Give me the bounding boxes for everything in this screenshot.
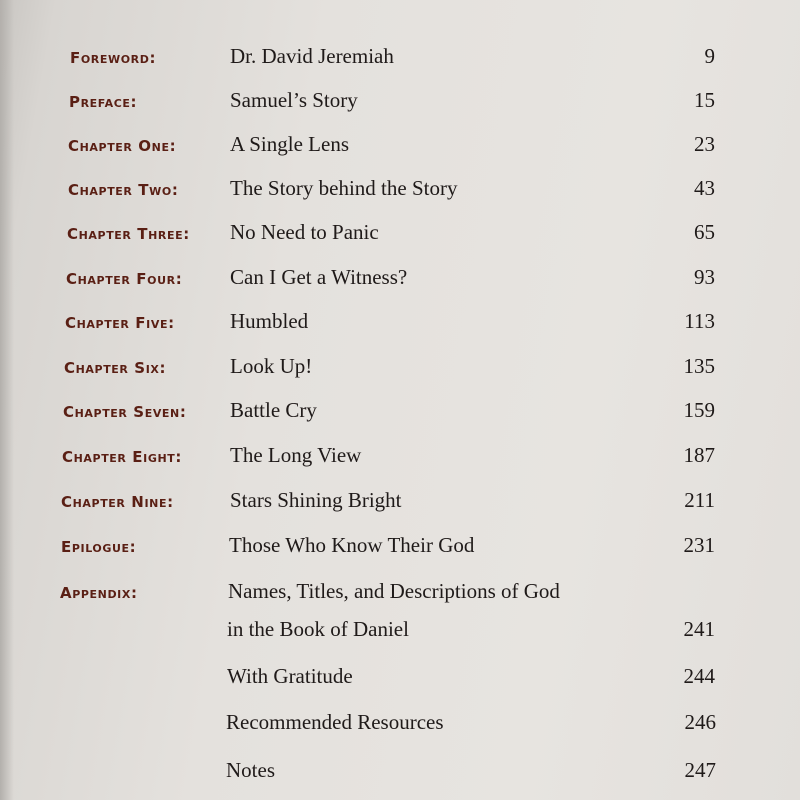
toc-entry-page: 9	[704, 44, 715, 68]
toc-entry-title: The Story behind the Story	[230, 176, 458, 200]
toc-entry-epilogue	[0, 529, 800, 569]
toc-entry-page: 113	[684, 309, 715, 333]
toc-entry-page: 159	[683, 398, 715, 422]
toc-entry-chapter-eight	[0, 439, 800, 479]
toc-entry-chapter-nine	[0, 484, 800, 524]
toc-entry-label: Chapter Eight:	[62, 448, 182, 466]
toc-entry-recommended-resources	[0, 706, 800, 746]
toc-entry-title: Names, Titles, and Descriptions of God	[228, 579, 560, 603]
toc-entry-label: Foreword:	[70, 49, 157, 67]
toc-entry-label: Chapter Six:	[64, 359, 167, 377]
toc-entry-title: A Single Lens	[230, 132, 349, 156]
toc-entry-label: Chapter Five:	[65, 314, 175, 332]
toc-entry-foreword	[0, 40, 800, 80]
toc-entry-chapter-six	[0, 350, 800, 390]
toc-entry-page: 241	[683, 617, 715, 641]
toc-entry-page: 135	[683, 354, 715, 378]
toc-entry-page: 43	[694, 176, 715, 200]
toc-entry-page: 187	[683, 443, 715, 467]
toc-entry-title: Humbled	[230, 309, 309, 333]
toc-entry-page: 65	[694, 220, 715, 244]
toc-entry-page: 247	[684, 758, 716, 782]
toc-entry-chapter-three	[0, 216, 800, 256]
toc-entry-label: Preface:	[69, 93, 138, 111]
toc-entry-title: Those Who Know Their God	[229, 533, 475, 557]
toc-entry-page: 23	[694, 132, 715, 156]
toc-entry-page: 93	[694, 265, 715, 289]
toc-entry-title: Recommended Resources	[226, 710, 444, 734]
toc-entry-label: Chapter Three:	[67, 225, 190, 243]
toc-entry-title: Battle Cry	[230, 398, 317, 422]
toc-entry-label: Chapter One:	[68, 137, 177, 155]
toc-entry-title: Notes	[226, 758, 275, 782]
toc-entry-label: Chapter Nine:	[61, 493, 174, 511]
toc-entry-appendix	[0, 575, 800, 659]
toc-entry-label: Chapter Four:	[66, 270, 183, 288]
toc-entry-page: 244	[683, 664, 715, 688]
toc-entry-notes	[0, 754, 800, 794]
toc-entry-chapter-seven	[0, 394, 800, 434]
toc-entry-page: 231	[683, 533, 715, 557]
toc-entry-chapter-one	[0, 128, 800, 168]
toc-entry-chapter-two	[0, 172, 800, 212]
toc-entry-title: The Long View	[230, 443, 362, 467]
toc-entry-label: Chapter Two:	[68, 181, 179, 199]
toc-entry-title: Samuel’s Story	[230, 88, 358, 112]
toc-entry-title: No Need to Panic	[230, 220, 379, 244]
toc-entry-title: With Gratitude	[227, 664, 353, 688]
toc-entry-chapter-four	[0, 261, 800, 301]
toc-entry-title: Stars Shining Bright	[230, 488, 402, 512]
toc-entry-with-gratitude	[0, 660, 800, 700]
toc-entry-page: 246	[684, 710, 716, 734]
toc-entry-title: Dr. David Jeremiah	[230, 44, 394, 68]
toc-entry-page: 15	[694, 88, 715, 112]
toc-entry-page: 211	[684, 488, 715, 512]
toc-entry-label: Appendix:	[60, 584, 138, 602]
toc-entry-chapter-five	[0, 305, 800, 345]
toc-entry-title: Look Up!	[230, 354, 313, 378]
toc-entry-title-continued: in the Book of Daniel	[227, 617, 409, 641]
toc-entry-label: Chapter Seven:	[63, 403, 187, 421]
toc-entry-label: Epilogue:	[61, 538, 137, 556]
toc-entry-title: Can I Get a Witness?	[230, 265, 408, 289]
toc-entry-preface	[0, 84, 800, 124]
